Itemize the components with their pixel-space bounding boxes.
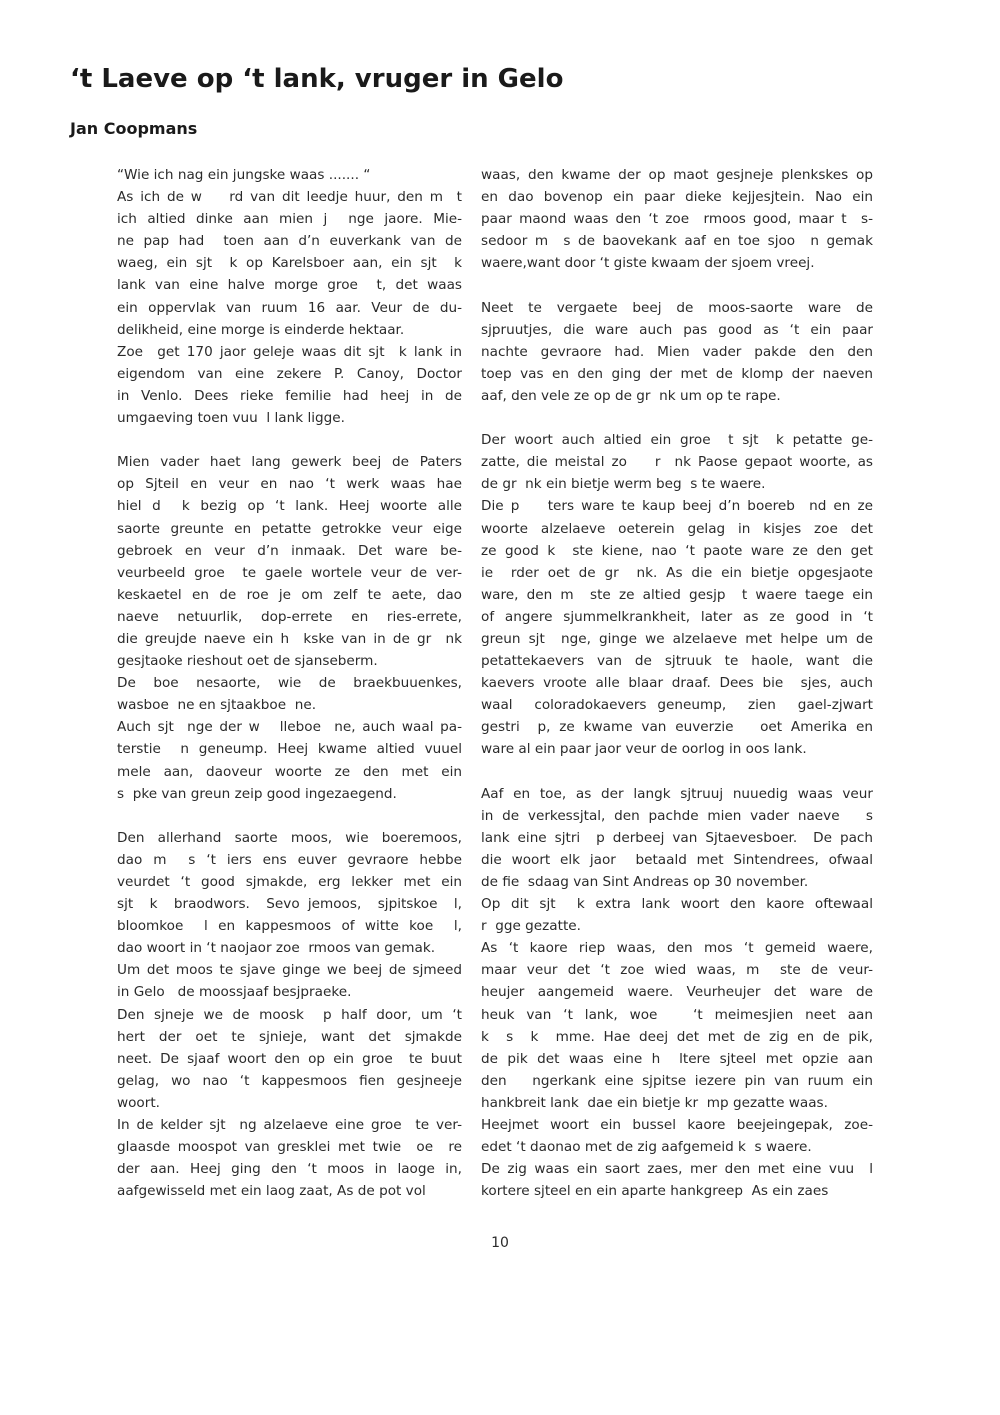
text-line: Zoe get 170 jaor geleje waas dit sjt k lank in [117, 343, 462, 360]
text-line: dao woort in ‘t naojaor zoe rmoos van gemak. [117, 940, 436, 957]
text-line: De boe nesaorte, wie de braekbuuenkes, [117, 675, 462, 692]
text-line: wasboe ne en sjtaakboe ne. [117, 697, 317, 714]
text-line: terstie n geneump. Heej kwame altied vuuel [117, 741, 462, 758]
text-line: hert der oet te sjnieje, want det sjmakde [117, 1028, 462, 1045]
paragraph-gap [117, 429, 462, 451]
text-line: petattekaevers van de sjtruuk te haole, want die [481, 653, 873, 670]
text-line: der aan. Heej ging den ‘t moos in laoge in, [117, 1161, 462, 1178]
text-line: In de kelder sjt ng alzelaeve eine groe te ver- [117, 1117, 462, 1134]
text-line: Der woort auch altied ein groe t sjt k petatte ge- [481, 432, 873, 449]
text-line: toep vas en den ging der met de klomp der naeven [481, 365, 873, 382]
text-line: aafgewisseld met ein laog zaat, As de pot vol [117, 1183, 426, 1200]
text-line: waere,want door ‘t giste kwaam der sjoem vreej. [481, 255, 815, 272]
text-line: bloomkoe l en kappesmoos of witte koe l, [117, 918, 462, 935]
text-line: woorte alzelaeve oeterein gelag in kisjes zoe det [481, 520, 873, 537]
text-line: Den allerhand saorte moos, wie boeremoos, [117, 829, 462, 846]
text-line: ware, den m ste ze altied gesjp t waere taege ein [481, 586, 873, 603]
text-line: die woort elk jaor betaald met Sintendrees, ofwaal [481, 851, 873, 868]
text-line: gestri p, ze kwame van euverzie oet Amerika en [481, 719, 873, 736]
text-line: die greujde naeve ein h kske van in de gr nk [117, 630, 462, 647]
text-line: As ich de w rd van dit leedje huur, den m t [117, 189, 462, 206]
text-line: ie rder oet de gr nk. As die ein bietje opgesjaote [481, 564, 873, 581]
page-number: 10 [491, 1235, 509, 1251]
text-line: aaf, den vele ze op de gr nk um op te rape. [481, 387, 781, 404]
text-line: nachte gevraore had. Mien vader pakde den den [481, 343, 873, 360]
text-line: r gge gezatte. [481, 918, 581, 935]
text-line: Heejmet woort ein bussel kaore beejeingepak, zoe- [481, 1117, 873, 1134]
text-line: hankbreit lank dae ein bietje kr mp gezatte waas. [481, 1094, 828, 1111]
text-line: De zig waas ein saort zaes, mer den met eine vuu l [481, 1161, 873, 1178]
text-line: gesjtaoke rieshout oet de sjanseberm. [117, 653, 378, 670]
text-line: Mien vader haet lang gewerk beej de Paters [117, 454, 462, 471]
text-line: s pke van greun zeip good ingezaegend. [117, 785, 397, 802]
text-line: in de verkessjtal, den pachde mien vader naeve s [481, 807, 873, 824]
paragraph-gap [117, 805, 462, 827]
text-line: waeg, ein sjt k op Karelsboer aan, ein sjt k [117, 255, 462, 272]
text-line: Den sjneje we de moosk p half door, um ‘t [117, 1006, 462, 1023]
text-line: op Sjteil en veur en nao ‘t werk waas hae [117, 476, 462, 493]
text-line: ware al ein paar jaor veur de oorlog in oos lank. [481, 741, 807, 758]
text-line: ich altied dinke aan mien j nge jaore. Mie- [117, 211, 462, 228]
text-line: gebroek en veur d’n inmaak. Det ware be- [117, 542, 462, 559]
text-line: waal coloradokaevers geneump, zien gael-zjwart [481, 697, 873, 714]
text-line: sjpruutjes, die ware auch pas good as ‘t ein paar [481, 321, 873, 338]
text-line: waas, den kwame der op maot gesjneje plenkskes op [481, 167, 873, 183]
text-line: woort. [117, 1094, 160, 1111]
text-line: kaevers vroote alle blaar draaf. Dees bie sjes, auch [481, 675, 873, 692]
left-text-column [117, 164, 462, 1202]
text-line: ne pap had toen aan d’n euverkank van de [117, 233, 462, 250]
text-line: k s k mme. Hae deej det met de zig en de pik, [481, 1028, 873, 1045]
text-line: ze good k ste kiene, nao ‘t paote ware ze den get [481, 542, 873, 559]
text-line: en dao bovenop ein paar dieke kejjesjtein. Nao ein [481, 189, 873, 206]
text-line: de fie sdaag van Sint Andreas op 30 november. [481, 874, 809, 890]
text-line: lank eine sjtri p derbeej van Sjtaevesboer. De pach [481, 829, 873, 846]
text-line: lank van eine halve morge groe t, det waas [117, 277, 462, 294]
text-line: Neet te vergaete beej de moos-saorte ware de [481, 299, 873, 316]
text-line: umgaeving toen vuu l lank ligge. [117, 410, 345, 427]
article-author: Jan Coopmans [70, 119, 198, 138]
text-line: naeve netuurlik, dop-errete en ries-errete, [117, 608, 462, 625]
text-line: veurdet ‘t good sjmakde, erg lekker met ein [117, 874, 462, 890]
text-line: “Wie ich nag ein jungske waas ....... “ [117, 167, 371, 183]
text-line: de pik det waas eine h ltere sjteel met opzie aan [481, 1050, 873, 1067]
paragraph-gap [481, 407, 873, 429]
text-line: in Venlo. Dees rieke femilie had heej in de [117, 387, 462, 404]
text-line: gelag, wo nao ‘t kappesmoos fien gesjneeje [117, 1072, 462, 1089]
text-line: heujer aangemeid waere. Veurheujer det ware de [481, 984, 873, 1001]
text-line: in Gelo de moossjaaf besjpraeke. [117, 984, 352, 1001]
text-line: Op dit sjt k extra lank woort den kaore oftewaal [481, 896, 873, 913]
text-line: ein oppervlak van ruum 16 aar. Veur de du- [117, 299, 462, 316]
text-line: zatte, die meistal zo r nk Paose gepaot woorte, as [481, 454, 873, 471]
text-line: sjt k braodwors. Sevo jemoos, sjpitskoe l, [117, 896, 462, 913]
text-line: As ‘t kaore riep waas, den mos ‘t gemeid waere, [481, 940, 873, 957]
text-line: de gr nk ein bietje werm beg s te waere. [481, 476, 766, 493]
paragraph-gap [481, 274, 873, 296]
text-line: greun sjt nge, ginge we alzelaeve met helpe um de [481, 630, 873, 647]
text-line: Die p ters ware te kaup beej d’n boereb nd en ze [481, 498, 873, 515]
text-line: heuk van ‘t lank, woe ‘t meimesjien neet aan [481, 1006, 873, 1023]
article-title: ‘t Laeve op ‘t lank, vruger in Gelo [70, 64, 564, 94]
text-line: delikheid, eine morge is einderde hektaar. [117, 321, 405, 338]
text-line: Auch sjt nge der w lleboe ne, auch waal pa- [117, 719, 462, 736]
text-line: of angere sjummelkrankheit, later as ze good in ‘t [481, 608, 873, 625]
right-text-column [481, 164, 873, 1202]
text-line: hiel d k bezig op ‘t lank. Heej woorte alle [117, 498, 462, 515]
text-line: mele aan, daoveur woorte ze den met ein [117, 763, 462, 780]
text-line: paar maond waas den ‘t zoe rmoos good, maar t s- [481, 211, 873, 228]
text-line: edet ‘t daonao met de zig aafgemeid k s waere. [481, 1139, 812, 1156]
text-line: saorte greunte en petatte getrokke veur eige [117, 520, 462, 537]
text-line: kortere sjteel en ein aparte hankgreep As ein zaes [481, 1183, 829, 1200]
text-line: keskaetel en de roe je om zelf te aete, dao [117, 586, 462, 603]
text-line: neet. De sjaaf woort den op ein groe te buut [117, 1050, 462, 1067]
text-line: veurbeeld groe te gaele wortele veur de ver- [117, 564, 462, 581]
text-line: den ngerkank eine sjpitse iezere pin van ruum ein [481, 1072, 873, 1089]
text-line: dao m s ‘t iers ens euver gevraore hebbe [117, 851, 462, 868]
text-line: Aaf en toe, as der langk sjtruuj nuuedig waas veur [481, 785, 873, 802]
text-line: Um det moos te sjave ginge we beej de sjmeed [117, 962, 462, 979]
text-line: glaasde moospot van gresklei met twie oe re [117, 1139, 462, 1156]
text-line: eigendom van eine zekere P. Canoy, Doctor [117, 365, 462, 382]
text-line: sedoor m s de baovekank aaf en toe sjoo n gemak [481, 233, 873, 250]
text-line: maar veur det ‘t zoe wied waas, m ste de veur- [481, 962, 873, 979]
paragraph-gap [481, 761, 873, 783]
